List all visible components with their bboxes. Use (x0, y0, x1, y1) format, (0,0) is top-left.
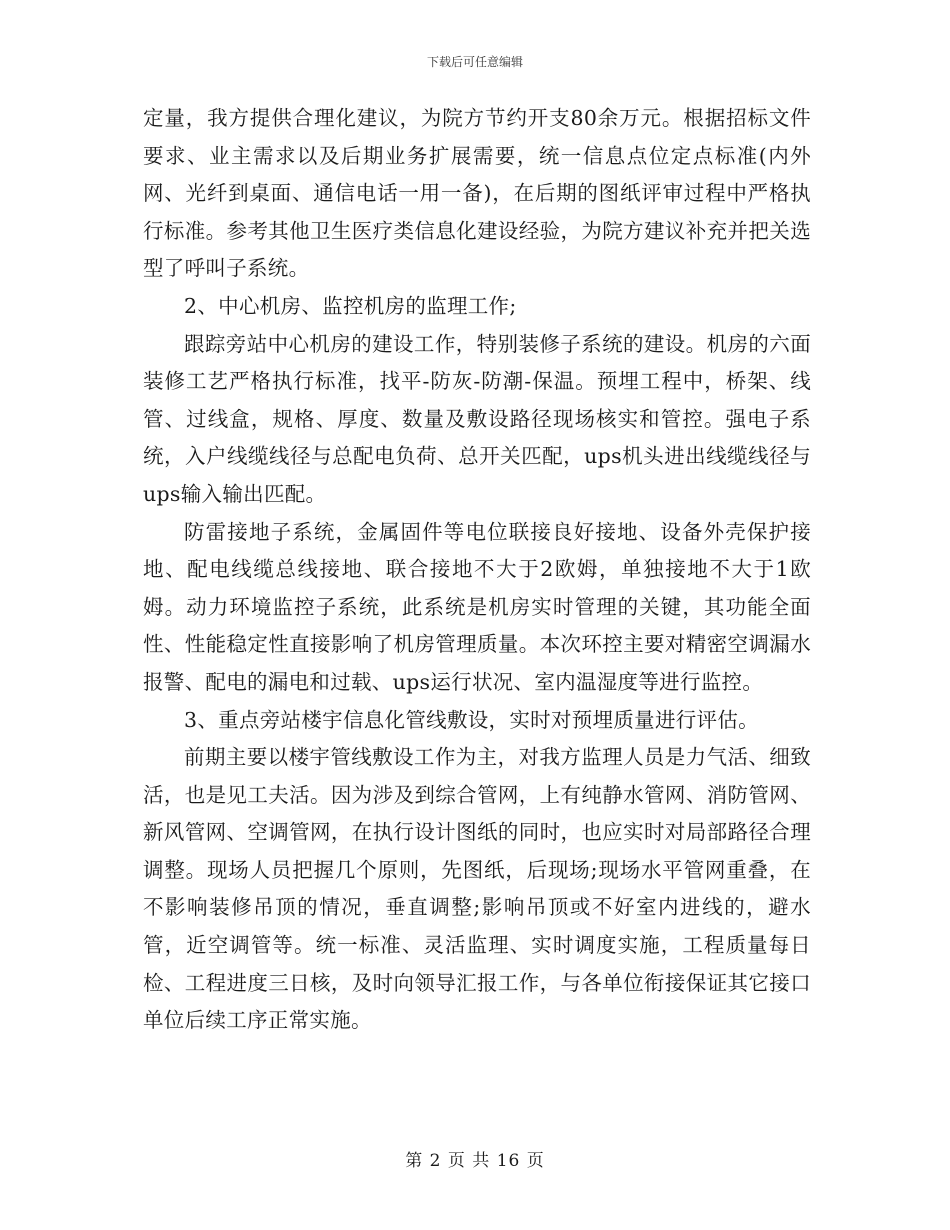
paragraph: 防雷接地子系统，金属固件等电位联接良好接地、设备外壳保护接地、配电线缆总线接地、联合接地不大于2欧姆，单独接地不大于1欧姆。动力环境监控子系统，此系统是机房实时管理的关键，其功能全面性、性能稳定性直接影响了机房管理质量。本次环控主要对精密空调漏水报警、配电的漏电和过载、ups运行状况、室内温湿度等进行监控。 (143, 519, 811, 694)
paragraph: 前期主要以楼宇管线敷设工作为主，对我方监理人员是力气活、细致活，也是见工夫活。因为涉及到综合管网，上有纯静水管网、消防管网、新风管网、空调管网，在执行设计图纸的同时，也应实时对局部路径合理调整。现场人员把握几个原则，先图纸，后现场;现场水平管网重叠，在不影响装修吊顶的情况，垂直调整;影响吊顶或不好室内进线的，避水管，近空调管等。统一标准、灵活监理、实时调度实施，工程质量每日检、工程进度三日核，及时向领导汇报工作，与各单位衔接保证其它接口单位后续工序正常实施。 (143, 745, 811, 1033)
paragraph: 跟踪旁站中心机房的建设工作，特别装修子系统的建设。机房的六面装修工艺严格执行标准，找平-防灰-防潮-保温。预埋工程中，桥架、线管、过线盒，规格、厚度、数量及敷设路径现场核实和管控。强电子系统，入户线缆线径与总配电负荷、总开关匹配，ups机头进出线缆线径与ups输入输出匹配。 (143, 331, 811, 506)
section-heading: 3、重点旁站楼宇信息化管线敷设，实时对预埋质量进行评估。 (184, 707, 759, 732)
page-header-note: 下载后可任意编辑 (426, 55, 523, 69)
paragraph: 定量，我方提供合理化建议，为院方节约开支80余万元。根据招标文件要求、业主需求以及后期业务扩展需要，统一信息点位定点标准(内外网、光纤到桌面、通信电话一用一备)，在后期的图纸评审过程中严格执行标准。参考其他卫生医疗类信息化建设经验，为院方建议补充并把关选型了呼叫子系统。 (143, 106, 811, 281)
section-heading: 2、中心机房、监控机房的监理工作; (184, 293, 517, 318)
document-body (143, 100, 811, 1040)
page-number: 第 2 页 共 16 页 (405, 1151, 545, 1171)
